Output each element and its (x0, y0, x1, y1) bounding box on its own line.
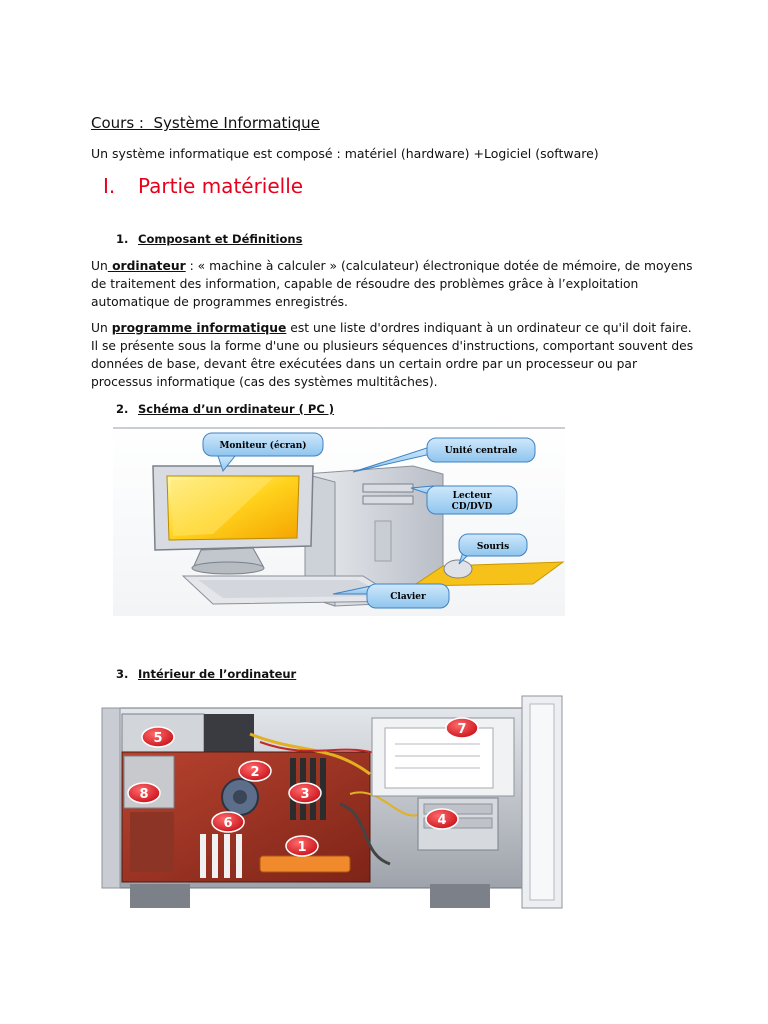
subheading-number: 1. (116, 232, 129, 246)
marker-7-label: 7 (457, 722, 467, 737)
marker-2-label: 2 (250, 765, 260, 780)
pc-diagram-illustration (113, 426, 565, 616)
marker-3-label: 3 (300, 787, 310, 802)
subheading-pc-diagram (116, 402, 334, 416)
document-title: Cours : Système Informatique (91, 114, 320, 132)
interior-figure (100, 694, 565, 910)
subheading-number: 2. (116, 402, 129, 416)
definition-program (91, 319, 701, 391)
callout-mouse-label: Souris (476, 542, 510, 552)
marker-5-label: 5 (153, 731, 163, 746)
marker-6-label: 6 (223, 816, 233, 831)
callout-drive-label-1: Lecteur (452, 491, 492, 501)
para-lead: Un (91, 259, 108, 273)
subheading-components (116, 232, 302, 246)
definition-computer (91, 257, 701, 311)
para-rest: : « machine à calculer » (calculateur) électronique dotée de mémoire, de moyens de traitement des information, capable de résoudre des problèmes grâce à l’exploitation automatique de programmes enregistrés. (91, 259, 693, 309)
section-number: I. (103, 174, 116, 198)
marker-1-label: 1 (297, 840, 307, 855)
section-title: Partie matérielle (138, 174, 304, 198)
subheading-number: 3. (116, 667, 129, 681)
term-ordinateur: ordinateur (107, 259, 186, 273)
callout-monitor-label: Moniteur (écran) (219, 441, 307, 451)
marker-2 (239, 761, 271, 781)
marker-1 (286, 836, 318, 856)
term-programme: programme informatique (111, 321, 287, 335)
marker-5 (142, 727, 174, 747)
callout-keyboard-label: Clavier (390, 592, 426, 602)
marker-8 (128, 783, 160, 803)
marker-8-label: 8 (139, 787, 149, 802)
pc-diagram-figure (113, 426, 565, 616)
marker-3 (289, 783, 321, 803)
para-rest: est une liste d'ordres indiquant à un ordinateur ce qu'il doit faire. Il se présente sous la forme d'une ou plusieurs séquences d'instructions, comportant souvent des données de base, devant être exécutées dans un certain ordre par un processeur ou par processus informatique (cas des systèmes multitâches). (91, 321, 694, 389)
para-lead: Un (91, 321, 112, 335)
subheading-title: Schéma d’un ordinateur ( PC ) (138, 402, 335, 416)
section-heading-hardware (103, 174, 303, 198)
callout-unit-label: Unité centrale (444, 446, 518, 456)
interior-illustration (100, 694, 565, 910)
marker-7 (446, 718, 478, 738)
subheading-interior (116, 667, 296, 681)
subheading-title: Composant et Définitions (138, 232, 303, 246)
intro-text: Un système informatique est composé : matériel (hardware) +Logiciel (software) (91, 146, 599, 161)
marker-4 (426, 809, 458, 829)
marker-4-label: 4 (437, 813, 447, 828)
marker-6 (212, 812, 244, 832)
callout-drive-label-2: CD/DVD (451, 502, 493, 512)
subheading-title: Intérieur de l’ordinateur (138, 667, 297, 681)
ribbon-connector (260, 856, 350, 872)
